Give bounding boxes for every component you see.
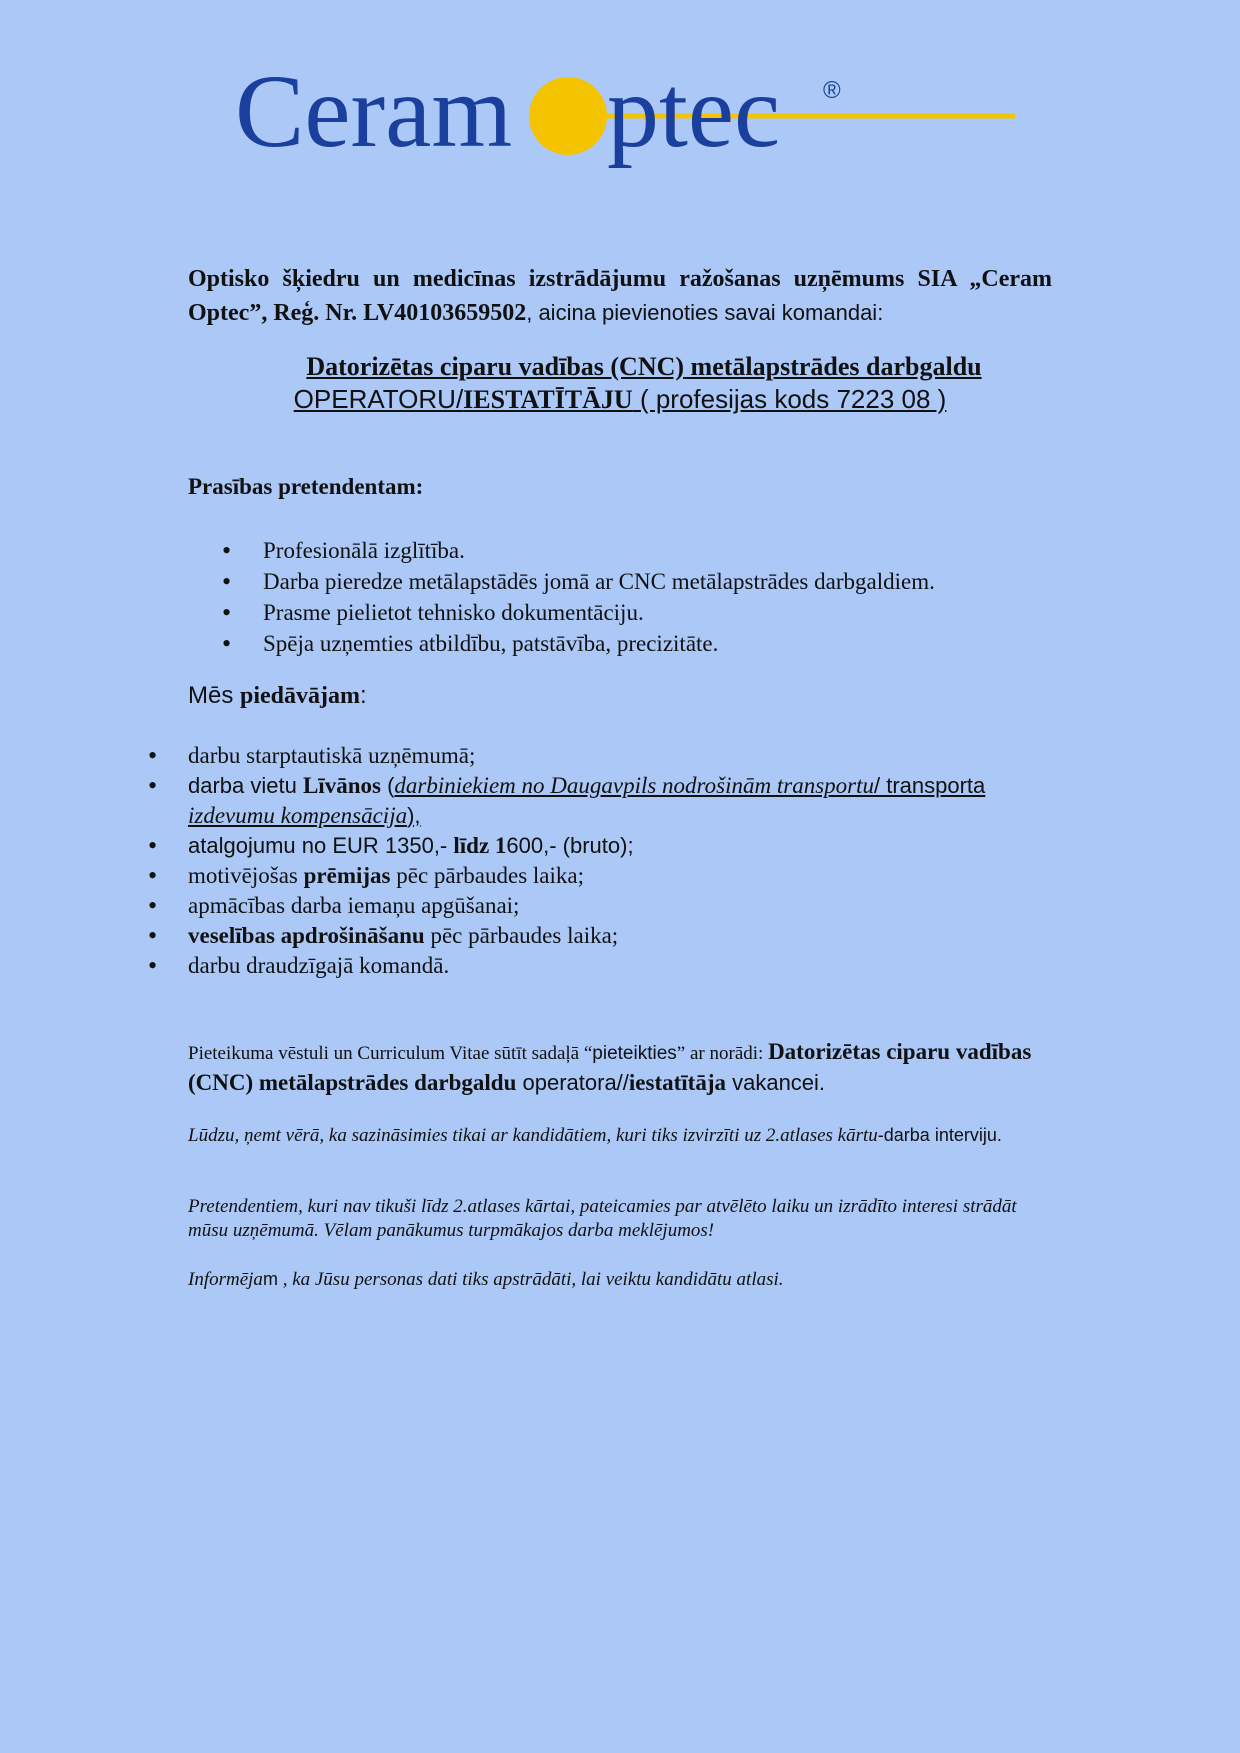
offer-list [140,741,1052,981]
requirements-heading: Prasības pretendentam: [188,474,424,499]
logo-graphic [235,62,1015,182]
list-item: • darba vietu Līvānos (darbiniekiem no Daugavpils nodrošinām transportu/ transporta izdevumu kompensācija), [140,771,1052,831]
logo-text-left: Ceram [235,62,513,169]
intro-company: Optisko šķiedru un medicīnas izstrādājumu ražošanas uzņēmums SIA „Ceram Optec”, Reģ. Nr. LV40103659502 [188,266,1052,326]
thanks-note: Pretendentiem, kuri nav tikuši līdz 2.atlases kārtai, pateicamies par atvēlēto laiku un izrādīto interesi strādāt mūsu uzņēmumā. Vēlam panākumus turpmākajos darba meklējumos! [188,1196,1017,1241]
application-instructions: Pieteikuma vēstuli un Curriculum Vitae sūtīt sadaļā “pieteikties” ar norādi: Datorizētas ciparu vadības (CNC) metālapstrādes darbgaldu operatora//iestatītāja vakancei. [188,1039,1032,1095]
list-item: • motivējošas prēmijas pēc pārbaudes laika; [140,861,1052,891]
privacy-note: Informējam , ka Jūsu personas dati tiks apstrādāti, lai veiktu kandidātu atlasi. [188,1269,784,1290]
list-item: • veselības apdrošināšanu pēc pārbaudes laika; [140,921,1052,951]
intro-paragraph [188,262,1052,330]
list-item: • atalgojumu no EUR 1350,- līdz 1600,- (bruto); [140,831,1052,861]
list-item: • darbu starptautiskā uzņēmumā; [140,741,1052,771]
list-item: • Profesionālā izglītība. [200,535,935,566]
logo-text-right: ptec [607,62,781,169]
job-title [188,351,1052,416]
offer-heading: Mēs piedāvājam: [188,682,367,709]
job-title-line1: Datorizētas ciparu vadības (CNC) metālapstrādes darbgaldu [306,352,982,381]
list-item: • Prasme pielietot tehnisko dokumentāciju. [200,597,935,628]
contact-note: Lūdzu, ņemt vērā, ka sazināsimies tikai ar kandidātiem, kuri tiks izvirzīti uz 2.atlases kārtu-darba interviju. [188,1125,1002,1146]
list-item: • Darba pieredze metālapstādēs jomā ar CNC metālapstrādes darbgaldiem. [200,566,935,597]
logo-sun-circle [529,77,607,155]
requirements-list [200,535,935,659]
list-item: • Spēja uzņemties atbildību, patstāvība, precizitāte. [200,628,935,659]
intro-invite: , aicina pievienoties savai komandai: [526,300,884,325]
list-item: • apmācības darba iemaņu apgūšanai; [140,891,1052,921]
job-title-line2: OPERATORU/IESTATĪTĀJU ( profesijas kods 7223 08 ) [293,384,947,414]
list-item: • darbu draudzīgajā komandā. [140,951,1052,981]
ceramoptec-logo [235,62,1015,182]
registered-mark: ® [823,77,841,104]
